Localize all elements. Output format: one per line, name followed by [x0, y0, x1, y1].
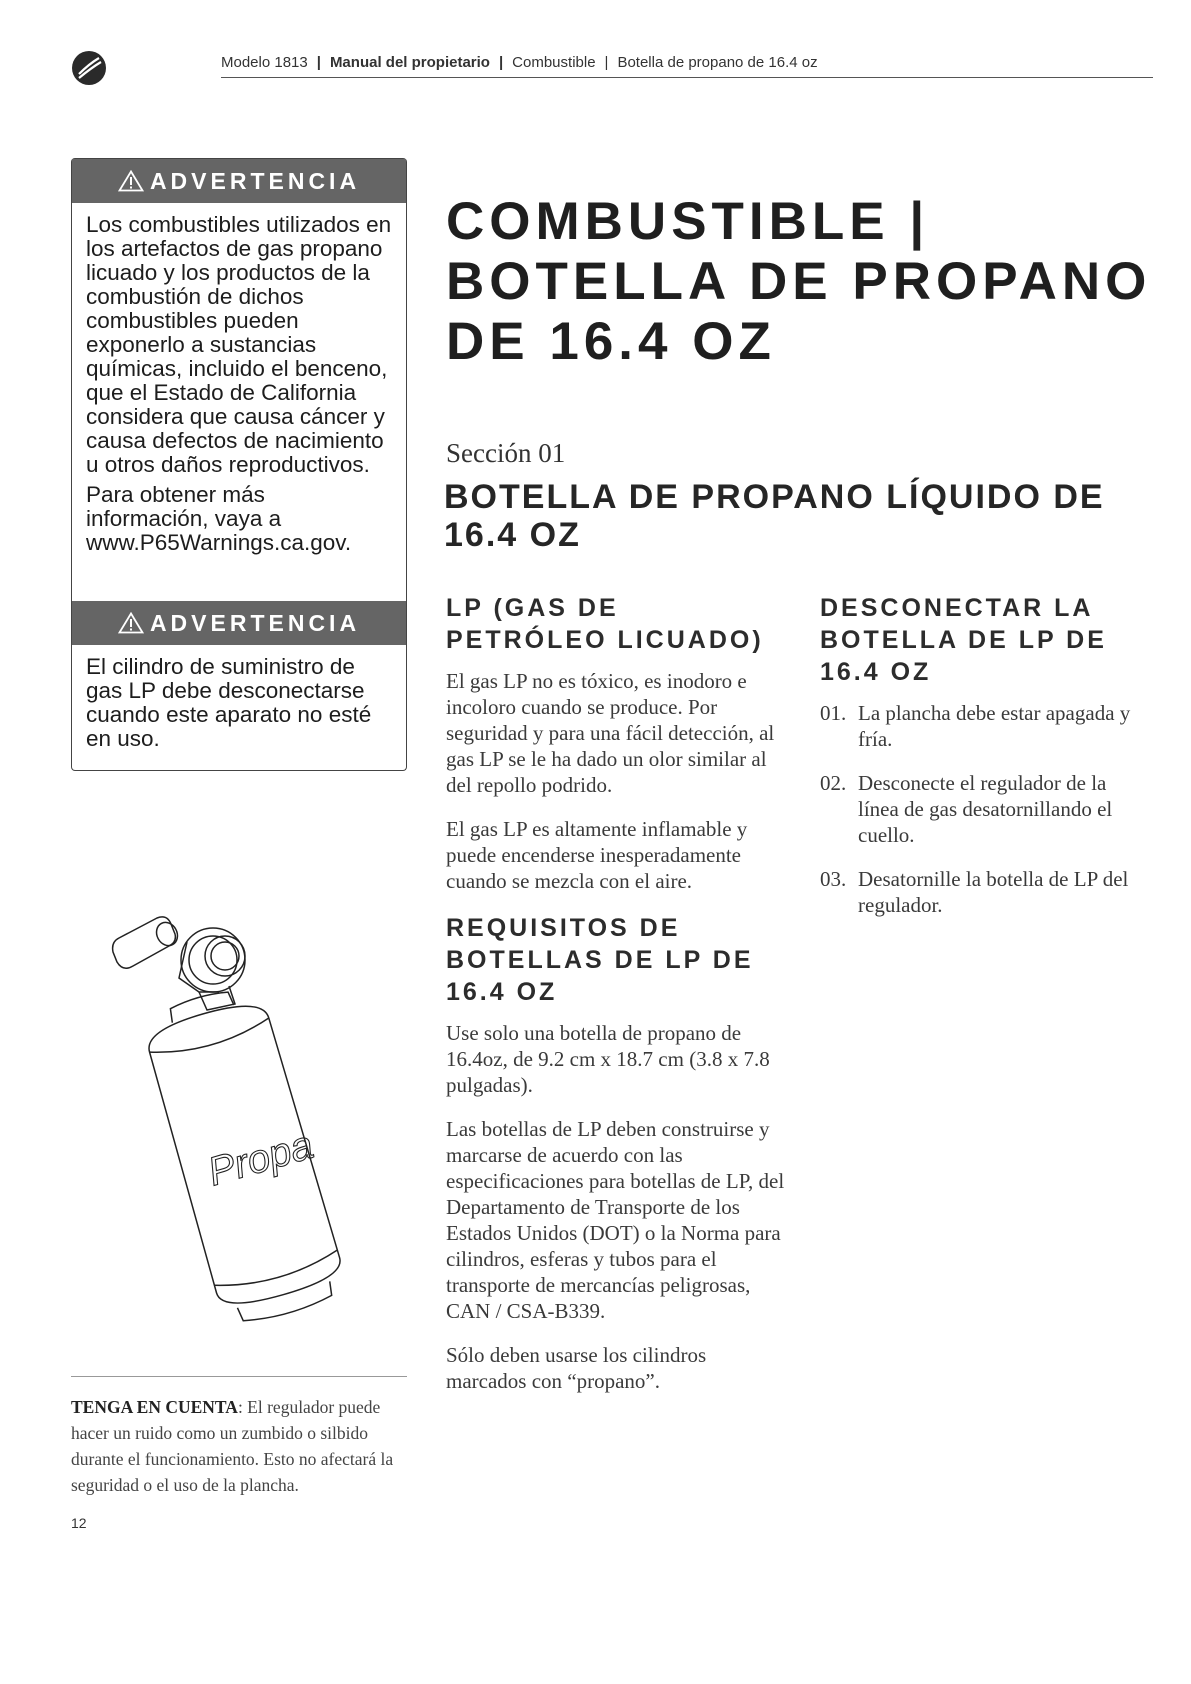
- body-paragraph: El gas LP no es tóxico, es inodoro e incoloro cuando se produce. Por seguridad y para una fácil detección, al gas LP se le ha dado un olor similar al del repollo podrido.: [446, 669, 775, 797]
- column-disconnect: [820, 592, 1140, 936]
- step-text: La plancha debe estar apagada y fría.: [858, 701, 1131, 751]
- warning-heading-text: ADVERTENCIA: [149, 167, 361, 194]
- header-separator: |: [604, 54, 609, 71]
- column-lp-info: [446, 592, 786, 1412]
- warning-body: [72, 203, 406, 571]
- disconnect-heading: DESCONECTAR LA BOTELLA DE LP DE 16.4 OZ: [820, 594, 1107, 686]
- warning-heading: [72, 601, 406, 645]
- step-text: Desconecte el regulador de la línea de gas desatornillando el cuello.: [858, 771, 1113, 847]
- note-text: [71, 1394, 416, 1498]
- list-item: [820, 866, 1140, 918]
- header-separator: |: [498, 54, 504, 71]
- warning-heading-text: ADVERTENCIA: [149, 609, 361, 636]
- section-label: Sección 01: [446, 438, 566, 468]
- body-paragraph: Sólo deben usarse los cilindros marcados con “propano”.: [446, 1343, 707, 1393]
- lp-gas-heading: LP (GAS DE PETRÓLEO LICUADO): [446, 594, 764, 654]
- lp-gas-text: [446, 668, 786, 894]
- warning-paragraph: Para obtener más información, vaya a www.P65Warnings.ca.gov.: [86, 482, 352, 555]
- requirements-block: [446, 912, 786, 1394]
- page-header: [221, 54, 818, 71]
- body-paragraph: Las botellas de LP deben construirse y marcarse de acuerdo con las especificaciones para botellas de LP, del Departamento de Transporte de los Estados Unidos (DOT) o la Norma para cilindros, esferas y tubos para el transporte de mercancías peligrosas, CAN / CSA-B339.: [446, 1117, 785, 1323]
- warning-box-chemicals: [71, 158, 407, 602]
- list-item: [820, 770, 1140, 848]
- propane-bottle-illustration: [95, 900, 365, 1330]
- warning-body: [72, 645, 406, 767]
- header-model: Modelo 1813: [221, 54, 308, 71]
- requirements-text: [446, 1020, 786, 1394]
- page-title-line: COMBUSTIBLE |: [446, 192, 930, 251]
- brand-logo-icon: [71, 50, 107, 86]
- warning-triangle-icon: [118, 170, 144, 192]
- warning-box-disconnect: [71, 601, 407, 771]
- header-rule: [221, 77, 1153, 78]
- step-number: 03.: [820, 867, 847, 891]
- step-text: Desatornille la botella de LP del regulador.: [858, 867, 1129, 917]
- body-paragraph: Use solo una botella de propano de 16.4oz, de 9.2 cm x 18.7 cm (3.8 x 7.8 pulgadas).: [446, 1021, 770, 1097]
- warning-paragraph: El cilindro de suministro de gas LP debe desconectarse cuando este aparato no esté en uso.: [86, 654, 372, 751]
- warning-heading: [72, 159, 406, 203]
- page-title: [446, 192, 1166, 372]
- header-section: Combustible: [512, 54, 596, 71]
- body-paragraph: El gas LP es altamente inflamable y puede encenderse inesperadamente cuando se mezcla con el aire.: [446, 817, 748, 893]
- disconnect-steps: [820, 700, 1140, 918]
- header-topic: Botella de propano de 16.4 oz: [617, 54, 818, 71]
- page-number: 12: [71, 1515, 87, 1531]
- requirements-heading: REQUISITOS DE BOTELLAS DE LP DE 16.4 OZ: [446, 914, 754, 1006]
- note-body: : El regulador puede hacer un ruido como un zumbido o silbido durante el funcionamiento. Esto no afectará la seguridad o el uso de la plancha.: [71, 1397, 394, 1495]
- warning-paragraph: Los combustibles utilizados en los artefactos de gas propano licuado y los productos de la combustión de dichos combustibles pueden exponerlo a sustancias químicas, incluido el benceno, que el Estado de California considera que causa cáncer y causa defectos de nacimiento u otros daños reproductivos.: [86, 212, 392, 477]
- step-number: 01.: [820, 701, 847, 725]
- note-rule: [71, 1376, 407, 1377]
- warning-triangle-icon: [118, 612, 144, 634]
- bottle-label: Propa: [203, 1122, 318, 1195]
- list-item: [820, 700, 1140, 752]
- note-label: TENGA EN CUENTA: [71, 1397, 238, 1417]
- header-separator: |: [316, 54, 321, 71]
- page-title-line: BOTELLA DE PROPANO: [446, 252, 1152, 311]
- page-title-line: DE 16.4 OZ: [446, 312, 776, 371]
- section-title: BOTELLA DE PROPANO LÍQUIDO DE 16.4 OZ: [444, 478, 1105, 554]
- step-number: 02.: [820, 771, 847, 795]
- header-manual: Manual del propietario: [329, 54, 490, 71]
